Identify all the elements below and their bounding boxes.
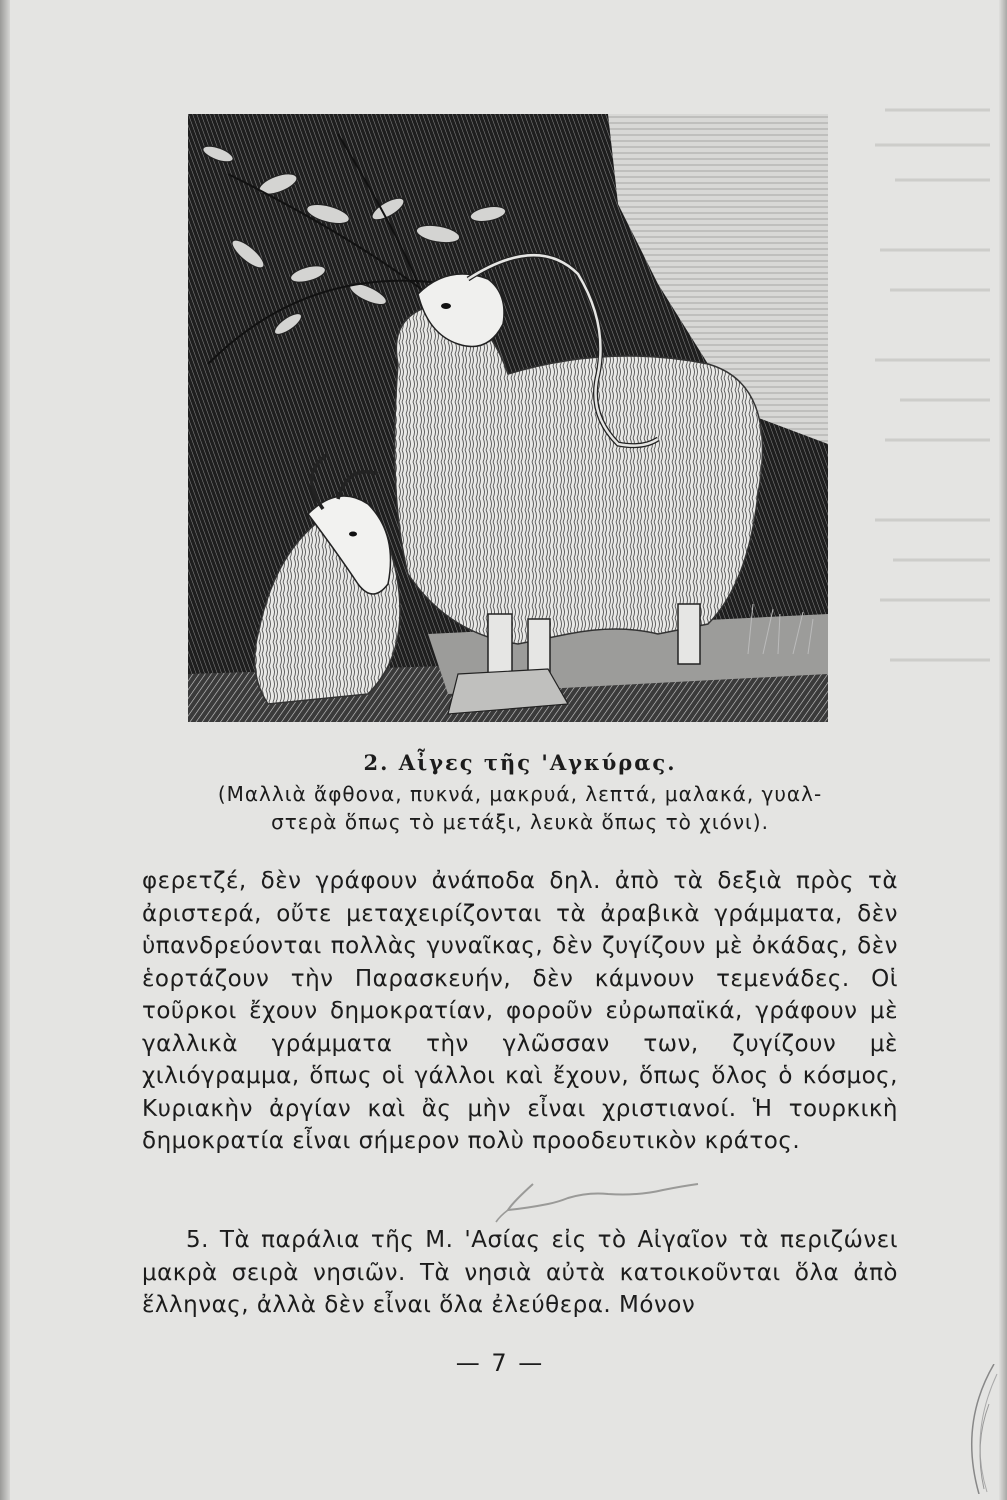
page-left-edge [0,0,10,1500]
figure-title: Αἶγες τῆς 'Αγκύρας. [398,750,677,775]
caption-line-2: στερὰ ὅπως τὸ μετάξι, λευκὰ ὅπως τὸ χιόνι). [271,810,769,834]
body-paragraph-2: 5. Τὰ παράλια τῆς Μ. 'Ασίας εἰς τὸ Αἰγαῖον τὰ περιζώνει μακρὰ σειρὰ νησιῶν. Τὰ νησιὰ αὐτὰ κατοικοῦνται ὅλα ἀπὸ ἕλληνας, ἀλλὰ δὲν εἶναι ὅλα ἐλεύθερα. Μόνον [142,1227,898,1318]
page-right-edge [999,0,1007,1500]
figure-caption-description [140,780,900,836]
figure-number: 2. [363,750,390,775]
page-curl-corner [939,1364,999,1494]
handwritten-signature [488,1162,708,1224]
page-number: — 7 — [455,1349,545,1377]
figure-caption-title [140,750,900,775]
body-paragraph-1: φερετζέ, δὲν γράφουν ἀνάποδα δηλ. ἀπὸ τὰ δεξιὰ πρὸς τὰ ἀριστερά, οὔτε μεταχειρίζονται τὰ ἀραβικὰ γράμματα, δὲν ὑπανδρεύονται πολλὰς γυναῖκας, δὲν ζυγίζουν μὲ ὀκάδας, δὲν ἑορτάζουν τὴν Παρασκευήν, δὲν κάμνουν τεμενάδες. Οἱ τοῦρκοι ἔχουν δημοκρατίαν, φοροῦν εὐρωπαϊκά, γράφουν μὲ γαλλικὰ γράμματα τὴν γλῶσσαν των, ζυγίζουν μὲ χιλιόγραμμα, ὅπως οἱ γάλλοι καὶ ἔχουν, ὅπως ὅλος ὁ κόσμος, Κυριακὴν ἀργίαν καὶ ἂς μὴν εἶναι χριστιανοί. Ἡ τουρκικὴ δημοκρατία εἶναι σήμερον πολὺ προοδευτικὸν κράτος. [142,868,898,1154]
caption-line-1: (Μαλλιὰ ἄφθονα, πυκνά, μακρυά, λεπτά, μαλακά, γυαλ- [217,782,823,806]
goat-engraving-image [188,114,828,722]
bleed-through-ghost [865,100,995,700]
